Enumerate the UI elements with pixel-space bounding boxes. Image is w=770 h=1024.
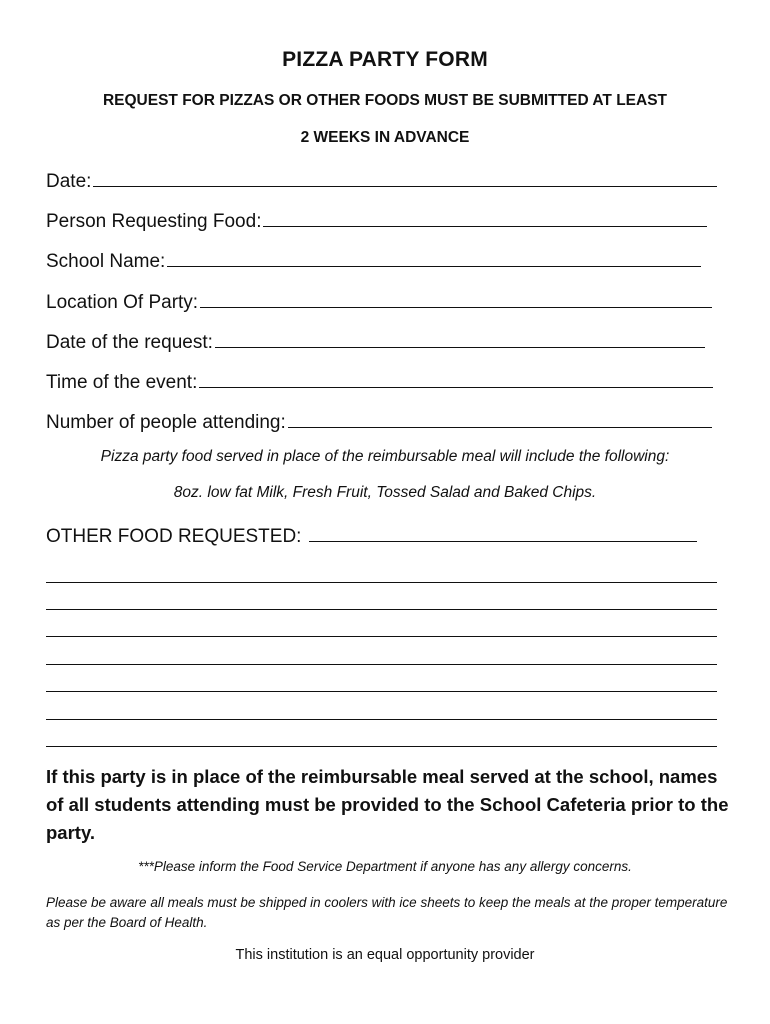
school-name-field	[46, 246, 701, 272]
other-food-label: OTHER FOOD REQUESTED:	[46, 526, 302, 547]
other-food-line[interactable]	[46, 582, 717, 583]
meal-items-note: 8oz. low fat Milk, Fresh Fruit, Tossed Salad and Baked Chips.	[173, 484, 597, 501]
time-of-event-field	[46, 367, 713, 393]
shipping-note: Please be aware all meals must be shipped in coolers with ice sheets to keep the meals at the proper temperature as per the Board of Health.	[46, 895, 728, 930]
form-title: PIZZA PARTY FORM	[282, 48, 488, 71]
other-food-input-line[interactable]	[309, 521, 697, 542]
other-food-line[interactable]	[46, 636, 717, 637]
students-list-notice: If this party is in place of the reimbursable meal served at the school, names of all students attending must be provided to the School Cafeteria prior to the party.	[46, 766, 729, 843]
date-of-request-label: Date of the request:	[46, 332, 213, 353]
number-of-people-field	[46, 407, 712, 433]
date-input-line[interactable]	[93, 166, 717, 187]
submission-deadline-line1: REQUEST FOR PIZZAS OR OTHER FOODS MUST BE SUBMITTED AT LEAST	[102, 92, 668, 109]
other-food-field	[46, 521, 697, 547]
equal-opportunity-footer: This institution is an equal opportunity provider	[235, 947, 535, 963]
date-label: Date:	[46, 171, 92, 192]
school-name-input-line[interactable]	[167, 246, 701, 267]
other-food-line[interactable]	[46, 609, 717, 610]
location-of-party-label: Location Of Party:	[46, 292, 199, 313]
submission-deadline-line2: 2 WEEKS IN ADVANCE	[300, 129, 470, 146]
school-name-label: School Name:	[46, 251, 166, 272]
location-of-party-field	[46, 287, 712, 313]
person-requesting-food-label: Person Requesting Food:	[46, 211, 262, 232]
date-of-request-input-line[interactable]	[215, 327, 705, 348]
number-of-people-input-line[interactable]	[288, 407, 712, 428]
date-of-request-field	[46, 327, 705, 353]
allergy-note: ***Please inform the Food Service Department if anyone has any allergy concerns.	[138, 859, 632, 874]
other-food-line[interactable]	[46, 719, 717, 720]
location-of-party-input-line[interactable]	[200, 287, 712, 308]
meal-replacement-note: Pizza party food served in place of the reimbursable meal will include the following:	[100, 448, 670, 465]
number-of-people-label: Number of people attending:	[46, 412, 286, 433]
time-of-event-label: Time of the event:	[46, 372, 198, 393]
other-food-line[interactable]	[46, 746, 717, 747]
date-field	[46, 166, 717, 192]
person-requesting-food-field	[46, 206, 707, 232]
other-food-line[interactable]	[46, 664, 717, 665]
other-food-line[interactable]	[46, 691, 717, 692]
time-of-event-input-line[interactable]	[199, 367, 713, 388]
person-requesting-food-input-line[interactable]	[263, 206, 707, 227]
